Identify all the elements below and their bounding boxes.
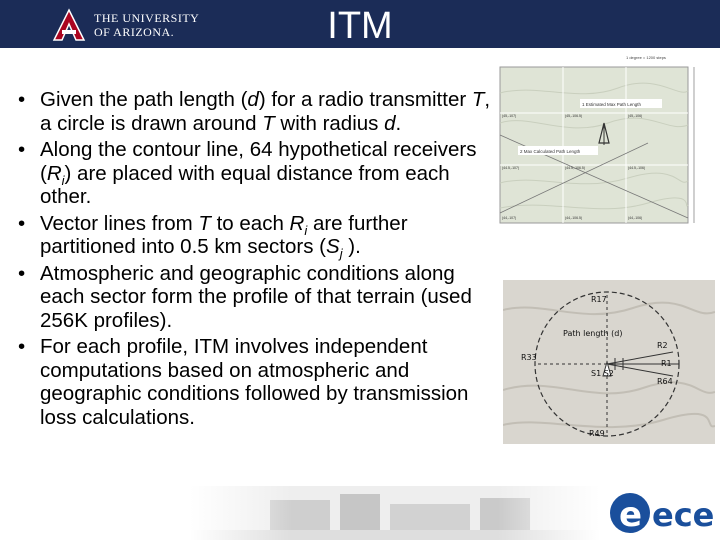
bullet-text-run: For each profile, ITM involves independent computations based on atmospheric and geographic conditions followed by transmission loss calculations.	[40, 335, 469, 429]
map-coord: (44,-106)	[628, 216, 643, 220]
map-label-calculated: 2 Max Calculated Path Length	[520, 149, 581, 154]
terrain-map-image	[498, 53, 714, 243]
diagram-label-r33: R33	[521, 353, 537, 362]
bullet-text-run: ) are placed with equal distance from each other.	[40, 161, 450, 208]
university-line2: OF ARIZONA.	[94, 25, 175, 39]
bullet-text-run: R	[46, 161, 62, 185]
university-line1: THE UNIVERSITY	[94, 11, 200, 25]
bullet-text-run: .	[395, 111, 402, 135]
receiver-circle-diagram	[503, 280, 715, 444]
slide-title: ITM	[327, 5, 393, 47]
ece-logo	[608, 490, 716, 536]
bullet-dot-icon: •	[18, 335, 26, 358]
bullet-text-run: d	[384, 111, 396, 135]
diagram-label-r1: R1	[661, 359, 672, 368]
bullet-text-run: ).	[342, 235, 361, 258]
bullet-text-run: i	[61, 172, 65, 188]
bullet-item	[14, 262, 504, 333]
diagram-label-r2: R2	[657, 341, 668, 350]
map-label-estimated: 1 Estimated Max Path Length	[582, 102, 642, 107]
ece-logo-text: ece	[652, 496, 715, 534]
header-bar	[0, 0, 720, 48]
bullet-text-run: S	[326, 235, 340, 258]
bullet-text-run: Along the contour line, 64 hypothetical receivers (	[40, 138, 477, 185]
bullet-text-run: d	[247, 88, 259, 111]
bullet-item	[14, 335, 504, 429]
bullet-list	[14, 88, 504, 432]
map-coord: (45,-107)	[502, 114, 517, 118]
bullet-item	[14, 211, 504, 262]
map-coord: (45,-106)	[628, 114, 643, 118]
bullet-dot-icon: •	[18, 261, 26, 285]
bullet-text-run: j	[339, 246, 343, 262]
bullet-text-run: Given the path length (	[40, 88, 248, 111]
map-coord: (44,-106.5)	[565, 216, 583, 220]
diagram-label-r17: R17	[591, 295, 607, 304]
map-label-scale: 1 degree = 1200 steps	[626, 55, 666, 60]
bullet-text-run: T	[198, 211, 211, 235]
map-coord: (44,-107)	[502, 216, 517, 220]
bullet-text-run: with radius	[274, 111, 385, 135]
bullet-text-run: ) for a radio transmitter	[258, 88, 472, 111]
map-coord: (44.5,-107)	[502, 166, 520, 170]
bullet-text-run: Atmospheric and geographic conditions along each sector form the profile of that terrain (used 256K profiles).	[40, 261, 472, 332]
bullet-dot-icon: •	[18, 88, 26, 111]
bullet-item	[14, 88, 504, 135]
map-coord: (44.5,-106)	[628, 166, 646, 170]
university-logo	[52, 8, 199, 42]
university-name	[94, 11, 199, 39]
diagram-label-r64: R64	[657, 377, 673, 386]
bullet-text-run: R	[289, 211, 305, 235]
svg-text:e: e	[619, 495, 643, 535]
bullet-text-run: T	[262, 111, 275, 135]
campus-photo-strip	[190, 486, 600, 540]
bullet-text-run: are further partitioned into 0.5 km sectors (	[40, 211, 408, 258]
bullet-text-run: i	[304, 222, 308, 238]
diagram-label-sectors: S1 S2	[591, 369, 614, 378]
bullet-dot-icon: •	[18, 211, 26, 235]
bullet-text-run: T	[471, 88, 485, 111]
block-a-logo-icon	[52, 8, 86, 42]
map-coord: (45,-106.5)	[565, 114, 583, 118]
bullet-dot-icon: •	[18, 138, 26, 161]
diagram-label-r49: R49	[589, 429, 605, 438]
bullet-text-run: Vector lines from	[40, 211, 199, 235]
bullet-text-run: , a circle is drawn around	[40, 88, 491, 135]
bullet-item	[14, 138, 504, 209]
map-coord: (44.5,-106.5)	[565, 166, 586, 170]
diagram-label-path-length: Path length (d)	[563, 329, 623, 338]
bullet-text-run: to each	[210, 211, 290, 235]
